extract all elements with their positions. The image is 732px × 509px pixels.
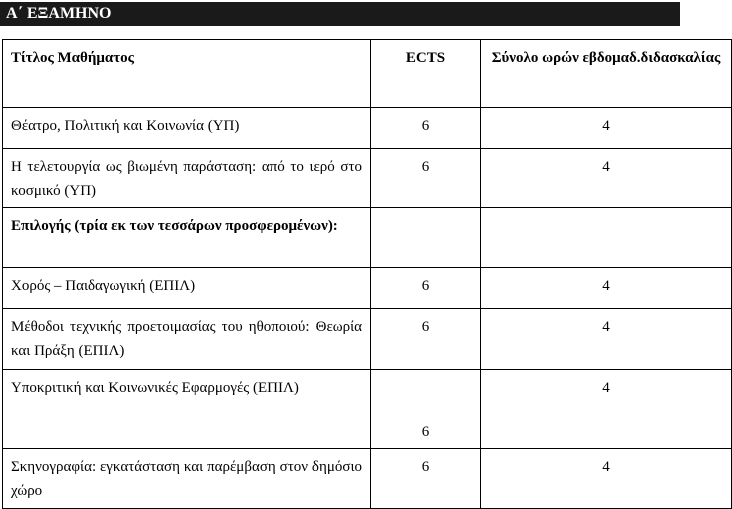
table-row [3,208,732,268]
header-ects: ECTS [371,40,481,108]
courses-table [2,39,732,509]
course-title: Η τελετουργία ως βιωμένη παράσταση: από το ιερό στο κοσμικό (ΥΠ) [3,149,371,208]
semester-heading: Α΄ ΕΞΑΜΗΝΟ [0,2,680,26]
course-title: Σκηνογραφία: εγκατάσταση και παρέμβαση στον δημόσιο χώρο [3,449,371,509]
table-header-row [3,40,732,108]
course-hours: 4 [481,268,732,309]
course-hours: 4 [481,108,732,149]
course-title: Θέατρο, Πολιτική και Κοινωνία (ΥΠ) [3,108,371,149]
course-ects: 6 [371,108,481,149]
table-row [3,449,732,509]
course-title: Χορός – Παιδαγωγική (ΕΠΙΛ) [3,268,371,309]
header-hours: Σύνολο ωρών εβδομαδ.διδασκαλίας [481,40,732,108]
course-ects: 6 [371,268,481,309]
header-title: Τίτλος Μαθήματος [3,40,371,108]
table-row [3,108,732,149]
course-ects: 6 [371,149,481,208]
course-title: Υποκριτική και Κοινωνικές Εφαρμογές (ΕΠΙΛ) [3,370,371,449]
course-ects: 6 [371,370,481,449]
course-hours: 4 [481,309,732,370]
table-row [3,309,732,370]
course-hours: 4 [481,449,732,509]
table-row [3,268,732,309]
course-ects [371,208,481,268]
course-hours: 4 [481,149,732,208]
table-row [3,370,732,449]
table-row [3,149,732,208]
course-hours: 4 [481,370,732,449]
course-title: Μέθοδοι τεχνικής προετοιμασίας του ηθοποιού: Θεωρία και Πράξη (ΕΠΙΛ) [3,309,371,370]
course-ects: 6 [371,449,481,509]
course-hours [481,208,732,268]
elective-group-title: Επιλογής (τρία εκ των τεσσάρων προσφερομένων): [3,208,371,268]
course-ects: 6 [371,309,481,370]
